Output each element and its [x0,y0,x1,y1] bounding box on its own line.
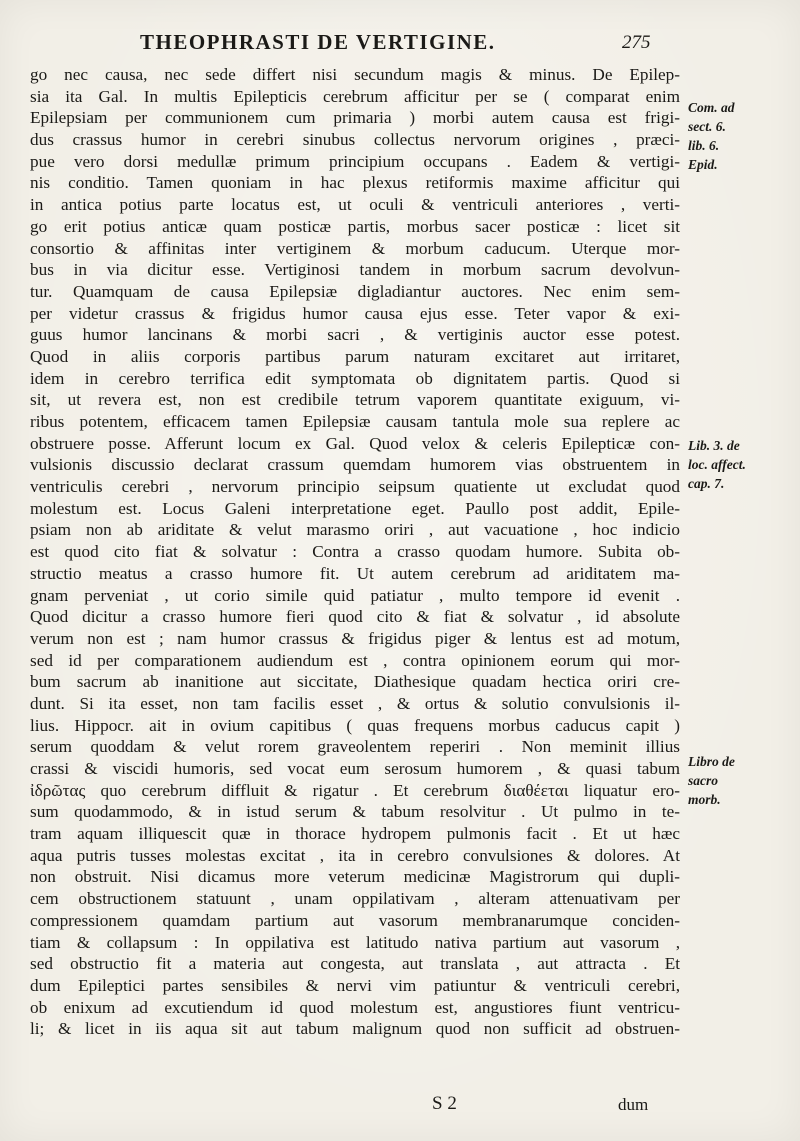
body-text [30,64,680,1040]
margin-note-line: loc. affect. [688,457,746,472]
margin-note-line: Epid. [688,157,718,172]
text-line: psiam non ab ariditate & velut marasmo oriri , aut vacuatione , hoc indicio [30,520,680,540]
text-line: guus humor lancinans & morbi sacri , & vertiginis auctor esse potest. [30,325,680,345]
margin-note-libro-de-sacro-morb [688,752,796,809]
text-line: cem obstructionem statuunt , unam oppilativam , alteram attenuativam per [30,889,680,909]
text-line: per videtur crassus & frigidus humor causa ejus esse. Teter vapor & exi- [30,303,680,323]
text-line: est quod cito fiat & solvatur : Contra a crasso quodam humore. Subita ob- [30,542,680,562]
text-line: sed id per comparationem audiendum est , contra opinionem eorum qui mor- [30,650,680,670]
margin-note-line: Lib. 3. de [688,438,740,453]
margin-note-lib-de-loc-affect [688,436,796,493]
text-line: pue vero dorsi medullæ primum principium occupans . Eadem & vertigi- [30,151,680,171]
margin-note-line: cap. 7. [688,476,725,491]
text-line: dum Epileptici partes sensibiles & nervi vim patiuntur & ventriculi cerebri, [30,975,680,995]
margin-note-line: sacro [688,773,718,788]
text-line: sit, ut revera est, non est credibile tetrum vaporem quantitate exiguum, vi- [30,390,680,410]
text-line: gnam perveniat , ut corio simile quid patiatur , multo tempore id evenit . [30,585,680,605]
text-line: ob enixum ad excutiendum id quod molestum est, angustiores fiunt ventricu- [30,997,680,1017]
text-line: sia ita Gal. In multis Epilepticis cerebrum afficitur per se ( comparat enim [30,86,680,106]
text-line: structio meatus a crasso humore fit. Ut autem cerebrum ad ariditatem ma- [30,563,680,583]
text-line: vulsionis discussio declarat crassum quemdam humorem vias obstruentem in [30,455,680,475]
text-line: go nec causa, nec sede differt nisi secundum magis & minus. De Epilep- [30,65,680,84]
margin-note-line: Libro de [688,754,735,769]
text-line: sum quodammodo, & in istud serum & tabum resolvitur . Ut pulmo in te- [30,802,680,822]
text-line: serum quoddam & velut rorem graveolentem reperiri . Non meminit illius [30,737,680,757]
text-line: dus crassus humor in cerebri sinubus collectus nervorum origines , præci- [30,130,680,150]
text-line: go erit potius anticæ quam posticæ partis, morbus sacer posticæ : licet sit [30,216,680,236]
running-head [0,30,800,60]
text-line: tiam & collapsum : In oppilativa est latitudo nativa partium aut vasorum , [30,932,680,952]
text-line: bus in via dicitur esse. Vertiginosi tandem in morbum sacrum devolvun- [30,260,680,280]
text-line: aqua putris tusses molestas excitat , ita in cerebro convulsiones & dolores. At [30,845,680,865]
margin-note-line: sect. 6. [688,119,726,134]
text-line: nis conditio. Tamen quoniam in hac plexus retiformis maxime afficitur qui [30,173,680,193]
margin-note-line: morb. [688,792,721,807]
text-line: compressionem quamdam partium aut vasorum membranarumque conciden- [30,910,680,930]
text-line: ἰδρῶτας quo cerebrum diffluit & rigatur . Et cerebrum διαθέεται liquatur ero- [30,780,680,800]
catchword: dum [618,1095,649,1114]
text-line: lius. Hippocr. ait in ovium capitibus ( quas frequens morbus caducus capit ) [30,715,680,735]
text-line: consortio & affinitas inter vertiginem & morbum caducum. Uterque mor- [30,238,680,258]
text-line: Epilepsiam per communionem cum primaria ) morbi autem causa est frigi- [30,108,680,128]
page-number: 275 [622,32,651,53]
text-line: tram aquam illiquescit quæ in thorace hydropem pulmonis facit . Et ut hæc [30,824,680,844]
text-line: molestum est. Locus Galeni interpretatione eget. Paullo post addit, Epile- [30,498,680,518]
text-line: bum sacrum ab inanitione aut siccitate, Diathesique quadam hectica oriri cre- [30,672,680,692]
text-line: idem in cerebro terrifica edit symptomata ob dignitatem partis. Quod si [30,368,680,388]
signature-mark: S 2 [432,1093,457,1114]
margin-note-line: Com. ad [688,100,735,115]
text-line: verum non est ; nam humor crassus & frigidus piger & lentus est ad motum, [30,628,680,648]
text-line: ribus potentem, efficacem tamen Epilepsiæ causam tantula mole sua replere ac [30,412,680,431]
text-line: ventriculis cerebri , nervorum principio seipsum quatiente ut excludat quod [30,477,680,497]
margin-note-line: lib. 6. [688,138,720,153]
text-line: li; & licet in iis aqua sit aut tabum malignum quod non sufficit ad obstruen- [30,1019,680,1039]
margin-note-com-ad-sect [688,98,796,174]
text-line: obstruere posse. Afferunt locum ex Gal. Quod velox & celeris Epilepticæ con- [30,433,680,453]
text-line: dunt. Si ita esset, non tam facilis esset , & ortus & solutio convulsionis il- [30,693,680,713]
text-line: non obstruit. Nisi dicamus more veterum medicinæ Magistrorum qui dupli- [30,867,680,887]
text-line: crassi & viscidi humoris, sed vocat eum serosum humorem , & quasi tabum [30,759,680,778]
text-line: tur. Quamquam de causa Epilepsiæ digladiantur auctores. Nec enim sem- [30,281,680,301]
running-title: THEOPHRASTI DE VERTIGINE. [140,30,496,54]
text-line: sed obstructio fit a materia aut congesta, aut translata , aut attracta . Et [30,954,680,974]
text-line: Quod in aliis corporis partibus parum naturam excitaret aut irritaret, [30,346,680,366]
text-line: Quod dicitur a crasso humore fieri quod cito & fiat & solvatur , id absolute [30,607,680,627]
text-line: in antica potius parte locatus est, ut oculi & ventriculi anteriores , verti- [30,195,680,215]
